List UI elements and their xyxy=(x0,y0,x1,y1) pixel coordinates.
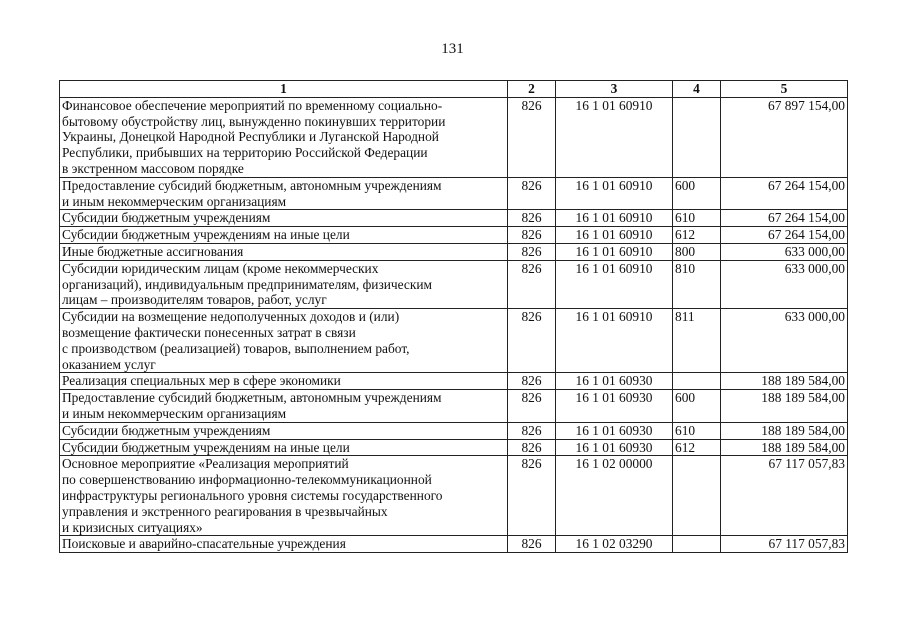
row-name-line: Субсидии юридическим лицам (кроме некоммерческих xyxy=(62,260,379,276)
table-header xyxy=(60,81,848,98)
row-name-cell xyxy=(60,422,508,439)
row-name-cell xyxy=(60,390,508,423)
expense-type-cell: 600 xyxy=(673,390,721,423)
header-col-5: 5 xyxy=(721,81,848,98)
expense-type-cell: 612 xyxy=(673,227,721,244)
row-name-line: Иные бюджетные ассигнования xyxy=(62,243,244,259)
expense-type-cell: 810 xyxy=(673,260,721,308)
amount-cell: 633 000,00 xyxy=(721,309,848,373)
department-code-cell: 826 xyxy=(508,243,556,260)
row-name-cell xyxy=(60,243,508,260)
amount-cell: 188 189 584,00 xyxy=(721,390,848,423)
department-code-cell: 826 xyxy=(508,97,556,177)
amount-cell: 633 000,00 xyxy=(721,243,848,260)
row-name-line: Предоставление субсидий бюджетным, автономным учреждениям xyxy=(62,390,442,406)
table-row xyxy=(60,97,848,177)
target-article-cell: 16 1 01 60910 xyxy=(556,97,673,177)
table-row xyxy=(60,390,848,423)
row-name-cell xyxy=(60,373,508,390)
header-row xyxy=(60,81,848,98)
row-name-cell xyxy=(60,456,508,536)
row-name-cell xyxy=(60,97,508,177)
row-name-cell xyxy=(60,536,508,553)
target-article-cell: 16 1 01 60910 xyxy=(556,177,673,210)
row-name-line: инфраструктуры регионального уровня системы государственного xyxy=(62,487,443,503)
row-name-line: и иным некоммерческим организациям xyxy=(62,193,287,209)
table-row xyxy=(60,456,848,536)
row-name-line: Субсидии бюджетным учреждениям xyxy=(62,422,271,438)
target-article-cell: 16 1 01 60930 xyxy=(556,390,673,423)
row-name-line: управления и экстренного реагирования в чрезвычайных xyxy=(62,503,388,519)
row-name-line: Украины, Донецкой Народной Республики и Луганской Народной xyxy=(62,129,439,145)
expense-type-cell: 610 xyxy=(673,422,721,439)
row-name-line: Поисковые и аварийно-спасательные учреждения xyxy=(62,536,346,552)
header-col-4: 4 xyxy=(673,81,721,98)
table-row xyxy=(60,373,848,390)
table-row xyxy=(60,210,848,227)
table-row xyxy=(60,227,848,244)
department-code-cell: 826 xyxy=(508,390,556,423)
amount-cell: 188 189 584,00 xyxy=(721,422,848,439)
header-col-1: 1 xyxy=(60,81,508,98)
expense-type-cell xyxy=(673,97,721,177)
amount-cell: 67 117 057,83 xyxy=(721,456,848,536)
row-name-line: Субсидии бюджетным учреждениям на иные цели xyxy=(62,227,350,243)
row-name-line: оказанием услуг xyxy=(62,356,156,372)
department-code-cell: 826 xyxy=(508,422,556,439)
amount-cell: 188 189 584,00 xyxy=(721,439,848,456)
row-name-line: Предоставление субсидий бюджетным, автономным учреждениям xyxy=(62,177,442,193)
row-name-line: Субсидии бюджетным учреждениям xyxy=(62,210,271,226)
row-name-cell xyxy=(60,177,508,210)
department-code-cell: 826 xyxy=(508,210,556,227)
target-article-cell: 16 1 01 60930 xyxy=(556,422,673,439)
table-row xyxy=(60,422,848,439)
row-name-cell xyxy=(60,210,508,227)
expense-type-cell xyxy=(673,456,721,536)
row-name-line: по совершенствованию информационно-телекоммуникационной xyxy=(62,472,432,488)
amount-cell: 67 264 154,00 xyxy=(721,177,848,210)
table-row xyxy=(60,260,848,308)
amount-cell: 67 264 154,00 xyxy=(721,210,848,227)
table-row xyxy=(60,536,848,553)
expense-type-cell: 612 xyxy=(673,439,721,456)
expense-type-cell xyxy=(673,373,721,390)
department-code-cell: 826 xyxy=(508,177,556,210)
budget-table xyxy=(59,80,848,553)
expense-type-cell: 610 xyxy=(673,210,721,227)
department-code-cell: 826 xyxy=(508,260,556,308)
amount-cell: 67 897 154,00 xyxy=(721,97,848,177)
row-name-line: Основное мероприятие «Реализация мероприятий xyxy=(62,456,349,472)
row-name-line: с производством (реализацией) товаров, выполнением работ, xyxy=(62,340,410,356)
department-code-cell: 826 xyxy=(508,456,556,536)
row-name-line: Финансовое обеспечение мероприятий по временному социально- xyxy=(62,97,443,113)
row-name-cell xyxy=(60,260,508,308)
header-col-2: 2 xyxy=(508,81,556,98)
target-article-cell: 16 1 02 00000 xyxy=(556,456,673,536)
row-name-line: возмещение фактически понесенных затрат в связи xyxy=(62,324,356,340)
department-code-cell: 826 xyxy=(508,227,556,244)
row-name-line: организаций), индивидуальным предпринимателям, физическим xyxy=(62,276,432,292)
department-code-cell: 826 xyxy=(508,439,556,456)
target-article-cell: 16 1 01 60910 xyxy=(556,260,673,308)
table-row xyxy=(60,309,848,373)
row-name-line: бытовому обустройству лиц, вынужденно покинувших территории xyxy=(62,113,446,129)
department-code-cell: 826 xyxy=(508,309,556,373)
row-name-cell xyxy=(60,227,508,244)
expense-type-cell: 800 xyxy=(673,243,721,260)
row-name-line: в экстренном массовом порядке xyxy=(62,160,244,176)
target-article-cell: 16 1 01 60930 xyxy=(556,373,673,390)
target-article-cell: 16 1 01 60910 xyxy=(556,210,673,227)
table-row xyxy=(60,243,848,260)
amount-cell: 67 117 057,83 xyxy=(721,536,848,553)
row-name-cell xyxy=(60,309,508,373)
row-name-line: Субсидии на возмещение недополученных доходов и (или) xyxy=(62,309,400,325)
amount-cell: 633 000,00 xyxy=(721,260,848,308)
table-body xyxy=(60,97,848,552)
expense-type-cell: 600 xyxy=(673,177,721,210)
target-article-cell: 16 1 01 60910 xyxy=(556,243,673,260)
target-article-cell: 16 1 01 60910 xyxy=(556,309,673,373)
page-number: 131 xyxy=(441,41,464,57)
amount-cell: 67 264 154,00 xyxy=(721,227,848,244)
expense-type-cell xyxy=(673,536,721,553)
expense-type-cell: 811 xyxy=(673,309,721,373)
row-name-line: Республики, прибывших на территорию Российской Федерации xyxy=(62,145,428,161)
header-col-3: 3 xyxy=(556,81,673,98)
department-code-cell: 826 xyxy=(508,536,556,553)
target-article-cell: 16 1 01 60930 xyxy=(556,439,673,456)
target-article-cell: 16 1 02 03290 xyxy=(556,536,673,553)
row-name-cell xyxy=(60,439,508,456)
table-row xyxy=(60,177,848,210)
table-row xyxy=(60,439,848,456)
row-name-line: и иным некоммерческим организациям xyxy=(62,405,287,421)
row-name-line: и кризисных ситуациях» xyxy=(62,519,203,535)
amount-cell: 188 189 584,00 xyxy=(721,373,848,390)
target-article-cell: 16 1 01 60910 xyxy=(556,227,673,244)
row-name-line: Субсидии бюджетным учреждениям на иные цели xyxy=(62,439,350,455)
row-name-line: лицам – производителям товаров, работ, услуг xyxy=(62,292,327,308)
row-name-line: Реализация специальных мер в сфере экономики xyxy=(62,373,341,389)
department-code-cell: 826 xyxy=(508,373,556,390)
